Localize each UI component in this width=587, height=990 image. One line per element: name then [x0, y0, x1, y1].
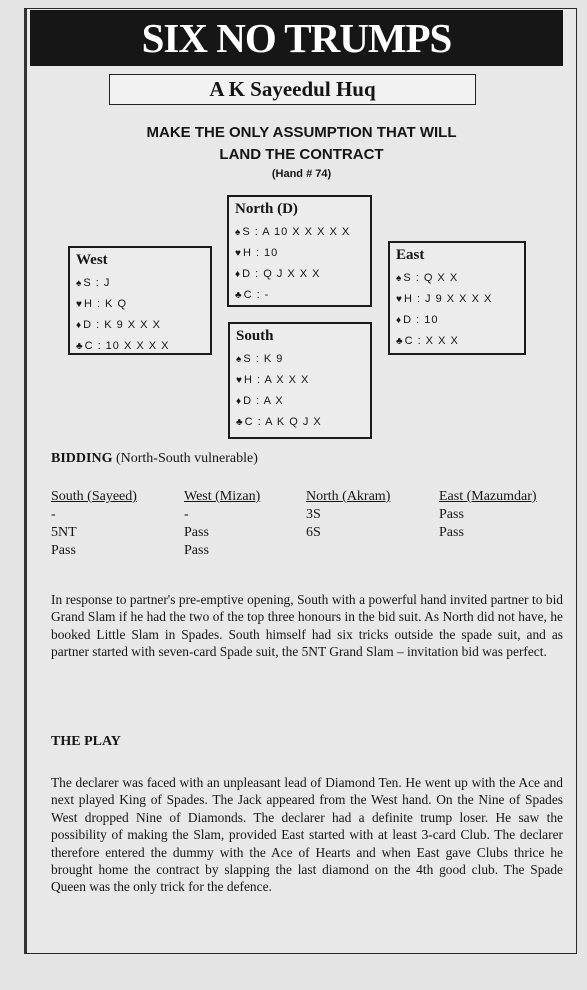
club-icon: ♣: [236, 417, 244, 428]
east-hearts: H : J 9 X X X X: [403, 293, 493, 305]
play-paragraph: The declarer was faced with an unpleasant lead of Diamond Ten. He went up with the Ace and next played King of Spades. The Jack appeared from the West hand. On the Nine of Spades West dropped Nine of Diamonds. The declarer had a definite trump loser. He saw the possibility of making the Slam, provided East started with at least 3-card Club. The declarer therefore entered the dummy with the Ace of Hearts and when East gave Clubs thrice he brought home the contract by slapping the last diamond on the 4th good club. The Spade Queen was the only trick for the defence.: [51, 775, 563, 895]
south-hearts: H : A X X X: [243, 374, 310, 386]
north-hearts: H : 10: [242, 247, 279, 259]
bidding-row: [51, 507, 571, 525]
north-spades: S : A 10 X X X X X: [242, 226, 351, 238]
spade-icon: ♠: [236, 354, 243, 365]
commentary-paragraph: In response to partner's pre-emptive opening, South with a powerful hand invited partner to bid Grand Slam if he had the two of the top three honours in the bid suit. As North did not have, he booked Little Slam in Spades. South himself had six tricks outside the spade suit, and as partner started with seven-card Spade suit, the 5NT Grand Slam – invitation bid was perfect.: [51, 592, 563, 660]
club-icon: ♣: [396, 336, 404, 347]
header-west: West (Mizan): [184, 489, 261, 504]
play-heading: THE PLAY: [51, 734, 121, 749]
east-hand: [388, 241, 526, 355]
west-hearts: H : K Q: [83, 298, 127, 310]
heart-icon: ♥: [76, 299, 83, 310]
south-clubs: C : A K Q J X: [244, 416, 322, 428]
bidding-label: BIDDING: [51, 451, 113, 466]
header-south: South (Sayeed): [51, 489, 137, 504]
bid-cell: Pass: [439, 507, 464, 522]
bid-cell: Pass: [184, 543, 209, 558]
diamond-icon: ♦: [235, 269, 242, 280]
article-clipping: [24, 8, 577, 954]
bid-cell: -: [184, 507, 189, 522]
north-hand: [227, 195, 372, 307]
club-icon: ♣: [76, 341, 84, 352]
headline-line-1: MAKE THE ONLY ASSUMPTION THAT WILL: [146, 124, 457, 141]
west-hand: [68, 246, 212, 355]
west-spades: S : J: [83, 277, 111, 289]
headline-line-2: LAND THE CONTRACT: [219, 146, 384, 163]
east-clubs: C : X X X: [404, 335, 459, 347]
bid-cell: Pass: [184, 525, 209, 540]
west-diamonds: D : K 9 X X X: [83, 319, 161, 331]
bidding-header-row: [51, 489, 571, 507]
spade-icon: ♠: [396, 273, 403, 284]
heart-icon: ♥: [236, 375, 243, 386]
author-byline: A K Sayeedul Huq: [109, 74, 476, 105]
bid-cell: 5NT: [51, 525, 77, 540]
north-diamonds: D : Q J X X X: [242, 268, 321, 280]
hand-number: (Hand # 74): [271, 168, 332, 180]
heart-icon: ♥: [235, 248, 242, 259]
bid-cell: -: [51, 507, 56, 522]
diamond-icon: ♦: [396, 315, 403, 326]
hand-name: East: [396, 247, 425, 263]
spade-icon: ♠: [235, 227, 242, 238]
bidding-table: [51, 489, 571, 561]
south-hand: [228, 322, 372, 439]
title-banner: [30, 10, 563, 66]
east-spades: S : Q X X: [403, 272, 459, 284]
article-title: SIX NO TRUMPS: [141, 15, 452, 61]
hand-name: North (D): [235, 201, 298, 217]
hand-name: South: [236, 328, 274, 344]
bid-cell: 6S: [306, 525, 321, 540]
bid-cell: Pass: [51, 543, 76, 558]
heart-icon: ♥: [396, 294, 403, 305]
north-clubs: C : -: [243, 289, 270, 301]
bidding-heading: [51, 451, 258, 467]
south-diamonds: D : A X: [243, 395, 284, 407]
club-icon: ♣: [235, 290, 243, 301]
bidding-row: [51, 525, 571, 543]
east-diamonds: D : 10: [403, 314, 439, 326]
header-east: East (Mazumdar): [439, 489, 537, 504]
spade-icon: ♠: [76, 278, 83, 289]
south-spades: S : K 9: [243, 353, 284, 365]
bid-cell: 3S: [306, 507, 321, 522]
bid-cell: Pass: [439, 525, 464, 540]
hand-name: West: [76, 252, 108, 268]
header-north: North (Akram): [306, 489, 391, 504]
diamond-icon: ♦: [76, 320, 83, 331]
diamond-icon: ♦: [236, 396, 243, 407]
west-clubs: C : 10 X X X X: [84, 340, 170, 352]
bidding-note: (North-South vulnerable): [112, 451, 258, 466]
bidding-row: [51, 543, 571, 561]
